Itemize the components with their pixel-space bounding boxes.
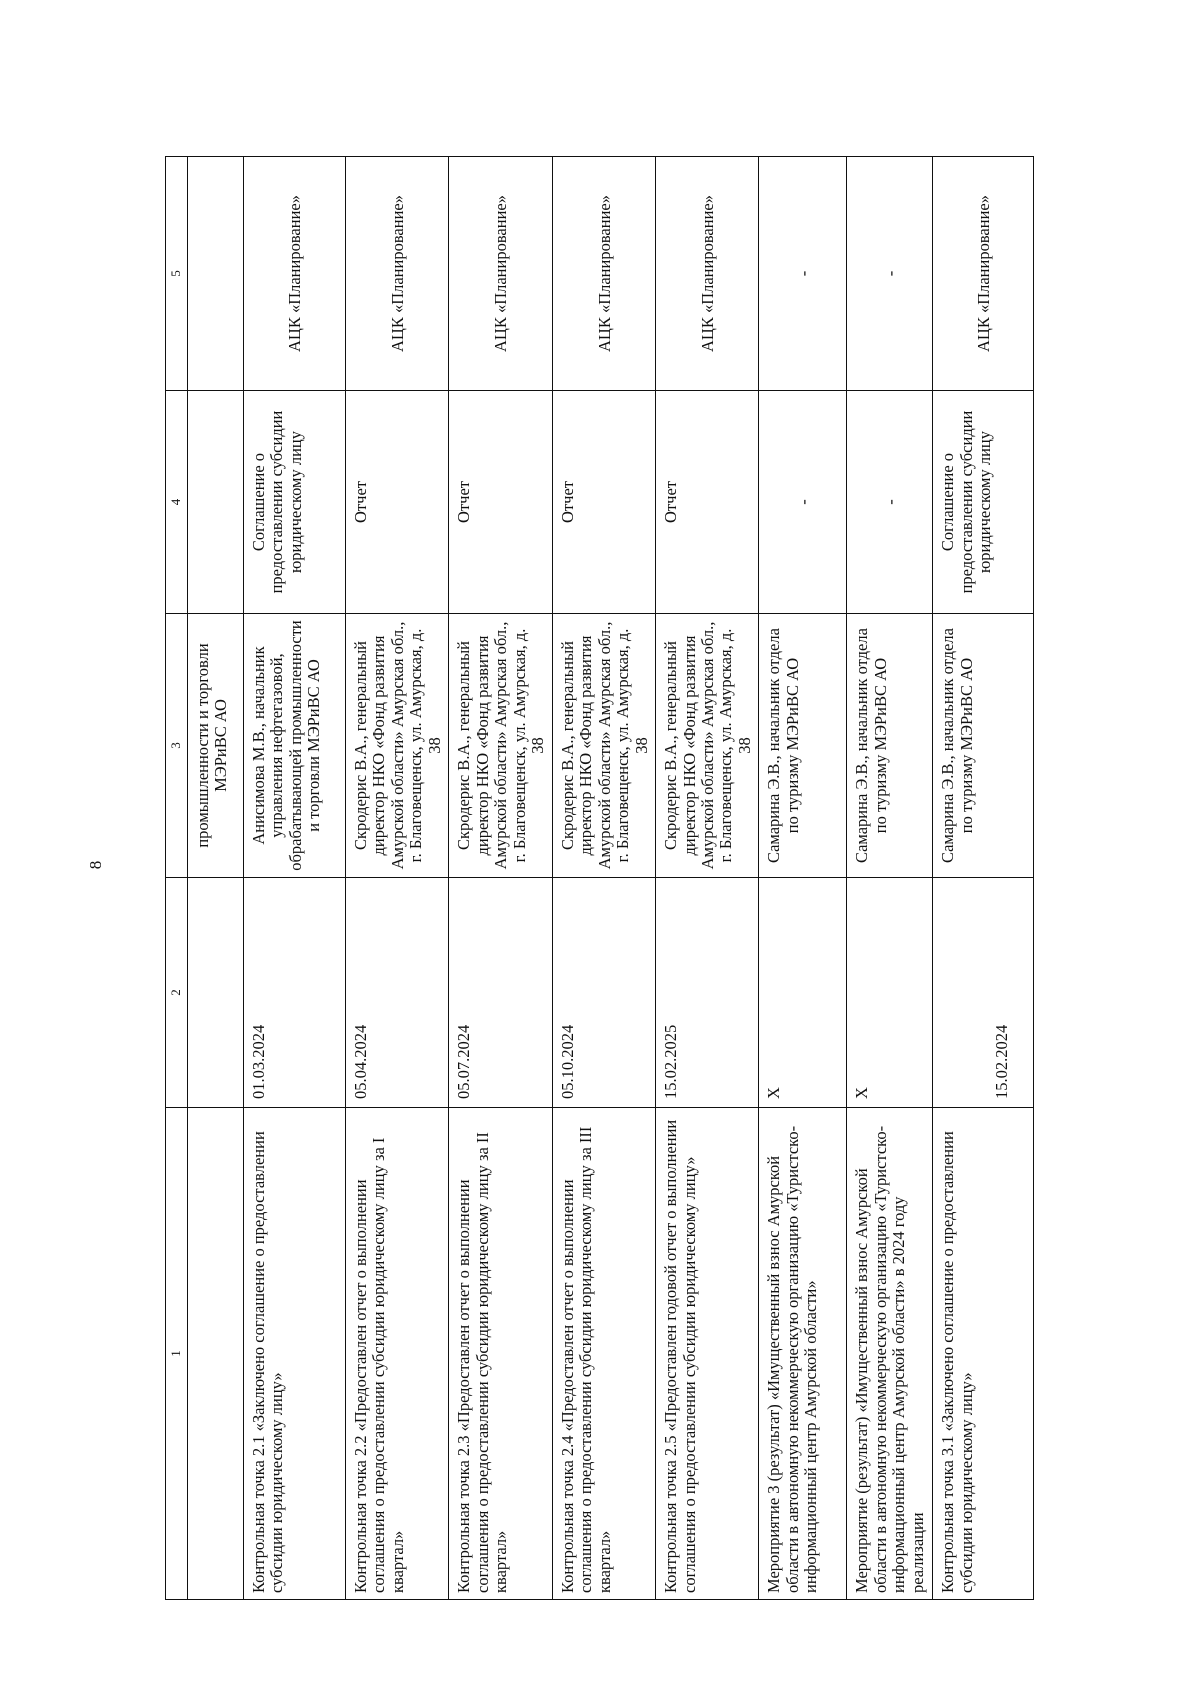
row-system: АЦК «Планирование» [244, 157, 346, 391]
row-system: - [759, 157, 847, 391]
row-name: Мероприятие 3 (результат) «Имущественный взнос Амурской области в автономную некоммерческую организацию «Туристско-информационный центр Амурской области» [759, 1108, 847, 1600]
continuation-row [188, 157, 244, 1600]
continuation-responsible: промышленности и торговли МЭРиВС АО [188, 614, 244, 878]
row-system: АЦК «Планирование» [449, 157, 552, 391]
row-name: Контрольная точка 2.4 «Предоставлен отчет о выполнении соглашения о предоставлении субсидии юридическому лицу за III квартал» [552, 1108, 655, 1600]
row-date: 05.07.2024 [449, 878, 552, 1108]
row-date: 15.02.2024 [933, 878, 1034, 1108]
row-date: Х [759, 878, 847, 1108]
header-row [166, 157, 188, 1600]
row-responsible: Скродерис В.А., генеральный директор НКО «Фонд развития Амурской области» Амурская обл., г. Благовещенск, ул. Амурская, д. 38 [656, 614, 759, 878]
table-row [449, 157, 552, 1600]
row-date: 01.03.2024 [244, 878, 346, 1108]
events-table [165, 156, 1034, 1600]
table-row [933, 157, 1034, 1600]
row-document: Отчет [552, 391, 655, 614]
header-col-4: 4 [166, 391, 188, 614]
table-row [552, 157, 655, 1600]
row-date: 05.10.2024 [552, 878, 655, 1108]
row-document: Отчет [346, 391, 449, 614]
table-row [759, 157, 847, 1600]
row-responsible: Скродерис В.А., генеральный директор НКО «Фонд развития Амурской области» Амурская обл., г. Благовещенск, ул. Амурская, д. 38 [552, 614, 655, 878]
header-col-2: 2 [166, 878, 188, 1108]
row-system: АЦК «Планирование» [933, 157, 1034, 391]
row-document: Соглашение о предоставлении субсидии юридическому лицу [244, 391, 346, 614]
row-document: - [847, 391, 933, 614]
row-name: Контрольная точка 2.1 «Заключено соглашение о предоставлении субсидии юридическому лицу» [244, 1108, 346, 1600]
table-row [244, 157, 346, 1600]
rotated-table-container [165, 157, 1023, 1600]
row-document: Отчет [656, 391, 759, 614]
row-system: АЦК «Планирование» [656, 157, 759, 391]
row-name: Контрольная точка 2.2 «Предоставлен отчет о выполнении соглашения о предоставлении субсидии юридическому лицу за I квартал» [346, 1108, 449, 1600]
row-responsible: Скродерис В.А., генеральный директор НКО «Фонд развития Амурской области» Амурская обл., г. Благовещенск, ул. Амурская, д. 38 [346, 614, 449, 878]
page-number: 8 [86, 860, 105, 870]
row-responsible: Самарина Э.В., начальник отдела по туризму МЭРиВС АО [933, 614, 1034, 878]
row-name: Контрольная точка 3.1 «Заключено соглашение о предоставлении субсидии юридическому лицу» [933, 1108, 1034, 1600]
header-col-3: 3 [166, 614, 188, 878]
row-document: - [759, 391, 847, 614]
table-row [847, 157, 933, 1600]
table-row [346, 157, 449, 1600]
row-responsible: Анисимова М.В., начальник управления нефтегазовой, обрабатывающей промышленности и торговли МЭРиВС АО [244, 614, 346, 878]
row-responsible: Скродерис В.А., генеральный директор НКО «Фонд развития Амурской области» Амурская обл., г. Благовещенск, ул. Амурская, д. 38 [449, 614, 552, 878]
row-responsible: Самарина Э.В., начальник отдела по туризму МЭРиВС АО [759, 614, 847, 878]
row-name: Контрольная точка 2.5 «Предоставлен годовой отчет о выполнении соглашения о предоставлении субсидии юридическому лицу» [656, 1108, 759, 1600]
row-document: Отчет [449, 391, 552, 614]
header-col-1: 1 [166, 1108, 188, 1600]
row-date: 15.02.2025 [656, 878, 759, 1108]
row-system: АЦК «Планирование» [552, 157, 655, 391]
row-document: Соглашение о предоставлении субсидии юридическому лицу [933, 391, 1034, 614]
table-row [656, 157, 759, 1600]
row-date: 05.04.2024 [346, 878, 449, 1108]
row-system: - [847, 157, 933, 391]
row-responsible: Самарина Э.В., начальник отдела по туризму МЭРиВС АО [847, 614, 933, 878]
row-name: Мероприятие (результат) «Имущественный взнос Амурской области в автономную некоммерческую организацию «Туристско-информационный центр Амурской области» в 2024 году реализации [847, 1108, 933, 1600]
row-system: АЦК «Планирование» [346, 157, 449, 391]
row-date: Х [847, 878, 933, 1108]
header-col-5: 5 [166, 157, 188, 391]
row-name: Контрольная точка 2.3 «Предоставлен отчет о выполнении соглашения о предоставлении субсидии юридическому лицу за II квартал» [449, 1108, 552, 1600]
